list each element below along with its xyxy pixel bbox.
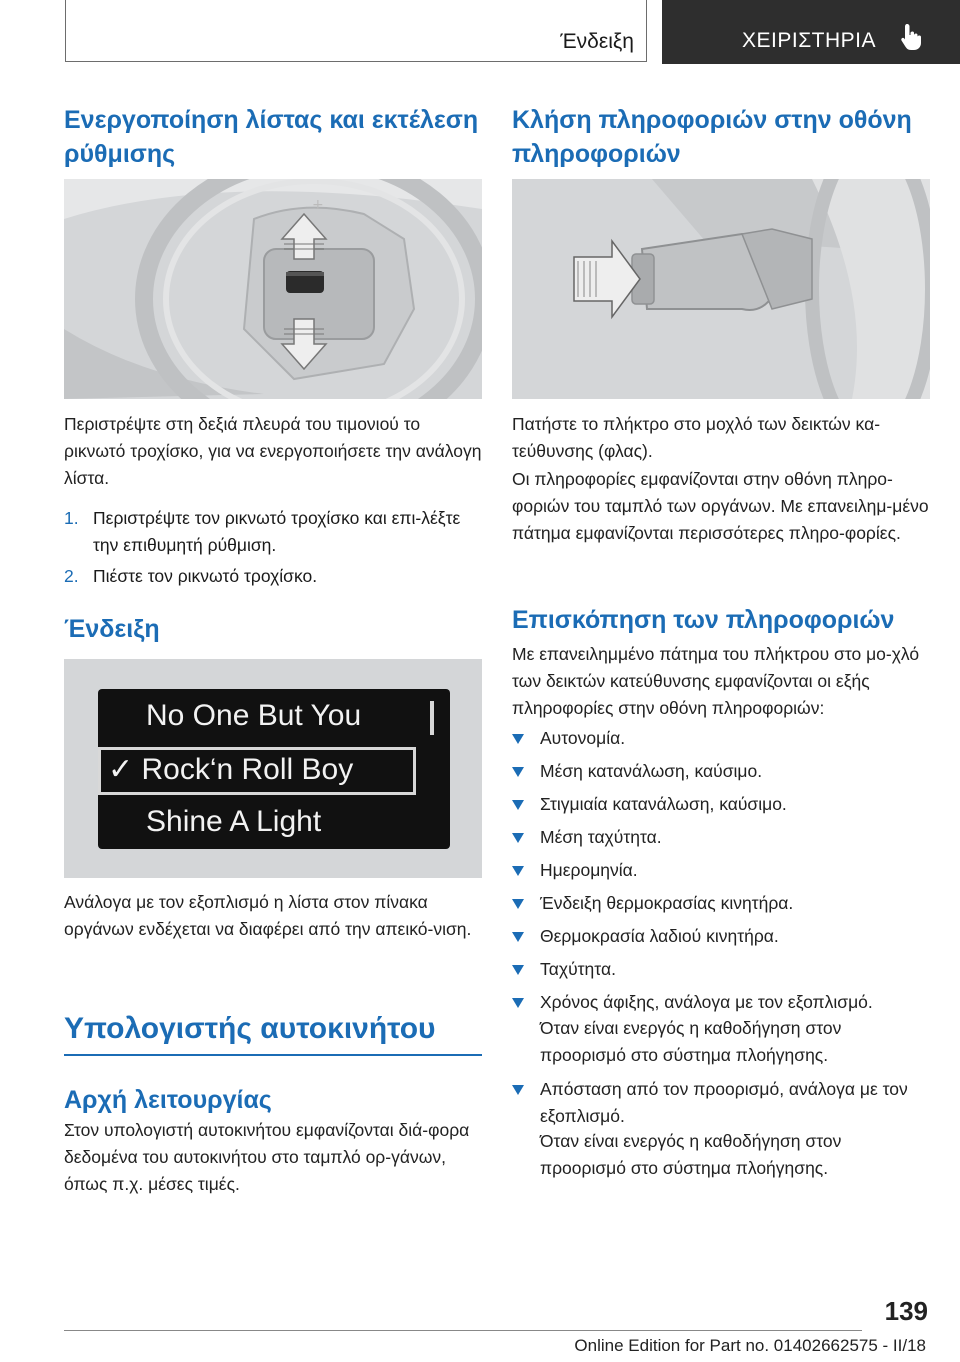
list-item-note: Όταν είναι ενεργός η καθοδήγηση στον προορισμό στο σύστημα πλοήγησης. xyxy=(540,1018,842,1065)
list-item: Ταχύτητα. xyxy=(540,959,616,979)
para-press-button: Πατήστε το πλήκτρο στο μοχλό των δεικτών κα‐τεύθυνσης (φλας). xyxy=(512,414,881,461)
section-title-call-info: Κλήση πληροφοριών στην οθόνη πληροφοριών xyxy=(512,106,912,168)
bullet-triangle-icon xyxy=(512,800,524,810)
para-info-shown: Οι πληροφορίες εμφανίζονται στην οθόνη πληρο‐φοριών του ταμπλό των οργάνων. Με επανειλημ‐μένο πάτημα εμφανίζονται περισσότερες πληρο‐φορίες. xyxy=(512,469,929,543)
header-chapter-label: ΧΕΙΡΙΣΤΗΡΙΑ xyxy=(742,29,877,52)
bullet-triangle-icon xyxy=(512,899,524,909)
step-number: 2. xyxy=(64,566,79,586)
step-number: 1. xyxy=(64,508,79,528)
list-item: Αυτονομία. xyxy=(540,728,626,748)
display-list-item: No One But You xyxy=(146,699,362,732)
para-equipment-note: Ανάλογα με τον εξοπλισμό η λίστα στον πίνακα οργάνων ενδέχεται να διαφέρει από την απεικό‐νιση. xyxy=(64,892,472,939)
turn-signal-lever-illustration xyxy=(512,179,930,399)
bullet-triangle-icon xyxy=(512,932,524,942)
page-main-title: Υπολογιστής αυτοκινήτου xyxy=(64,1012,436,1045)
list-item xyxy=(64,563,482,590)
list-item xyxy=(64,505,482,555)
header-chapter-box xyxy=(662,0,960,64)
step-text: Πιέστε τον ρικνωτό τροχίσκο. xyxy=(93,566,318,586)
list-item: Μέση κατανάλωση, καύσιμο. xyxy=(540,761,763,781)
list-item: Θερμοκρασία λαδιού κινητήρα. xyxy=(540,926,779,946)
list-item: Ένδειξη θερμοκρασίας κινητήρα. xyxy=(540,893,794,913)
bullet-triangle-icon xyxy=(512,965,524,975)
list-item: Στιγμιαία κατανάλωση, καύσιμο. xyxy=(540,794,787,814)
bullet-triangle-icon xyxy=(512,1085,524,1095)
list-item-note: Όταν είναι ενεργός η καθοδήγηση στον προορισμό στο σύστημα πλοήγησης. xyxy=(540,1131,842,1178)
header-section-label: Ένδειξη xyxy=(560,30,634,53)
bullet-triangle-icon xyxy=(512,734,524,744)
bullet-triangle-icon xyxy=(512,833,524,843)
section-title-overview: Επισκόπηση των πληροφοριών xyxy=(512,606,895,634)
svg-text:+: + xyxy=(312,197,324,213)
title-underline xyxy=(64,1054,482,1056)
list-item: Μέση ταχύτητα. xyxy=(540,827,662,847)
footer-divider xyxy=(64,1330,862,1331)
display-list-item: Shine A Light xyxy=(146,805,322,838)
display-screen xyxy=(98,689,450,849)
section-title-activate-list: Ενεργοποίηση λίστας και εκτέλεση ρύθμισης xyxy=(64,106,479,168)
display-scrollbar xyxy=(430,701,434,735)
steering-wheel-thumbwheel-illustration xyxy=(64,179,482,399)
para-rotate-thumbwheel: Περιστρέψτε στη δεξιά πλευρά του τιμονιού το ρικνωτό τροχίσκο, για να ενεργοποιήσετε την ανάλογη λίστα. xyxy=(64,414,482,488)
bullet-triangle-icon xyxy=(512,866,524,876)
display-list-item-selected: ✓ Rock‘n Roll Boy xyxy=(108,753,354,786)
section-title-display: Ένδειξη xyxy=(64,615,160,643)
section-title-principle: Αρχή λειτουργίας xyxy=(64,1086,272,1114)
step-text: Περιστρέψτε τον ρικνωτό τροχίσκο και επι‐λέξτε την επιθυμητή ρύθμιση. xyxy=(93,508,461,555)
instrument-display-illustration xyxy=(64,659,482,878)
page-number: 139 xyxy=(884,1296,928,1326)
para-overview: Με επανειλημμένο πάτημα του πλήκτρου στο μο‐χλό των δεικτών κατεύθυνσης εμφανίζονται οι εξής πληροφορίες στην οθόνη πληροφοριών: xyxy=(512,644,920,718)
list-item: Ημερομηνία. xyxy=(540,860,638,880)
hand-pointer-icon xyxy=(898,22,924,52)
bullet-triangle-icon xyxy=(512,998,524,1008)
para-principle: Στον υπολογιστή αυτοκινήτου εμφανίζονται διά‐φορα δεδομένα του αυτοκινήτου στο ταμπλό ορ‐γάνων, όπως π.χ. μέσες τιμές. xyxy=(64,1120,470,1194)
list-item: Απόσταση από τον προορισμό, ανάλογα με τον εξοπλισμό. xyxy=(540,1079,908,1126)
footer-edition: Online Edition for Part no. 01402662575 - II/18 xyxy=(574,1336,926,1355)
header-section-box xyxy=(65,0,647,62)
list-item: Χρόνος άφιξης, ανάλογα με τον εξοπλισμό. xyxy=(540,992,873,1012)
bullet-triangle-icon xyxy=(512,767,524,777)
